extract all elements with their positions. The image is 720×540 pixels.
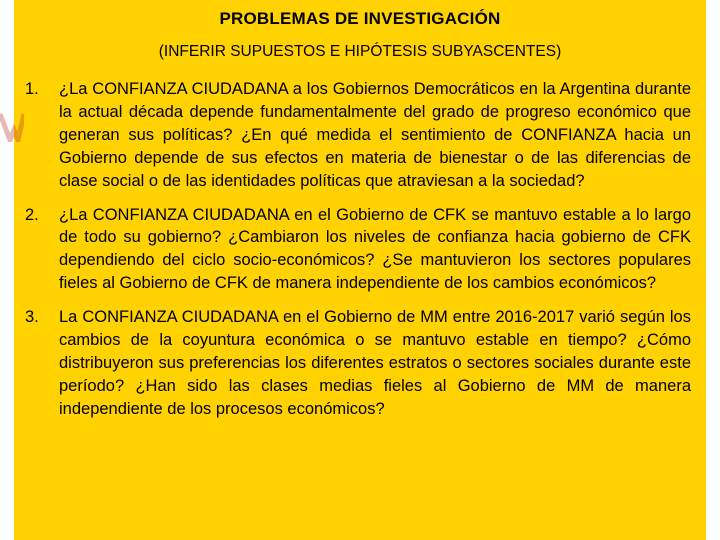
list-item [14, 78, 706, 193]
page-subtitle: (INFERIR SUPUESTOS E HIPÓTESIS SUBYASCENTES) [158, 43, 562, 60]
item-text: ¿La CONFIANZA CIUDADANA en el Gobierno de CFK se mantuvo estable a lo largo de todo su gobierno? ¿Cambiaron los niveles de confianza hacia gobierno de CFK dependiendo del ciclo socio-económicos? ¿Se mantuvieron los sectores populares fieles al Gobierno de CFK de manera independiente de los cambios económicos? [59, 205, 691, 293]
item-number: 1. [25, 80, 39, 98]
item-number: 3. [25, 308, 39, 327]
question-list [14, 78, 706, 421]
slide-background [14, 0, 706, 540]
item-text: ¿La CONFIANZA CIUDADANA a los Gobiernos Democráticos en la Argentina durante la actual década depende fundamentalmente del grado de progreso económico que generan sus políticas? ¿En qué medida el sentimiento de CONFIANZA hacia un Gobierno depende de sus efectos en materia de bienestar o de las diferencias de clase social o de las identidades políticas que atraviesan a la sociedad? [59, 80, 691, 190]
list-item [14, 306, 706, 421]
item-text: La CONFIANZA CIUDADANA en el Gobierno de MM entre 2016-2017 varió según los cambios de la coyuntura económica o se mantuvo estable en tiempo? ¿Cómo distribuyeron sus preferencias los diferentes estratos o sectores sociales durante este período? ¿Han sido las clases medias fieles al Gobierno de MM de manera independiente de los procesos económicos? [59, 308, 691, 418]
item-number: 2. [25, 205, 39, 224]
list-item [14, 204, 706, 296]
page-title: PROBLEMAS DE INVESTIGACIÓN [219, 9, 501, 28]
